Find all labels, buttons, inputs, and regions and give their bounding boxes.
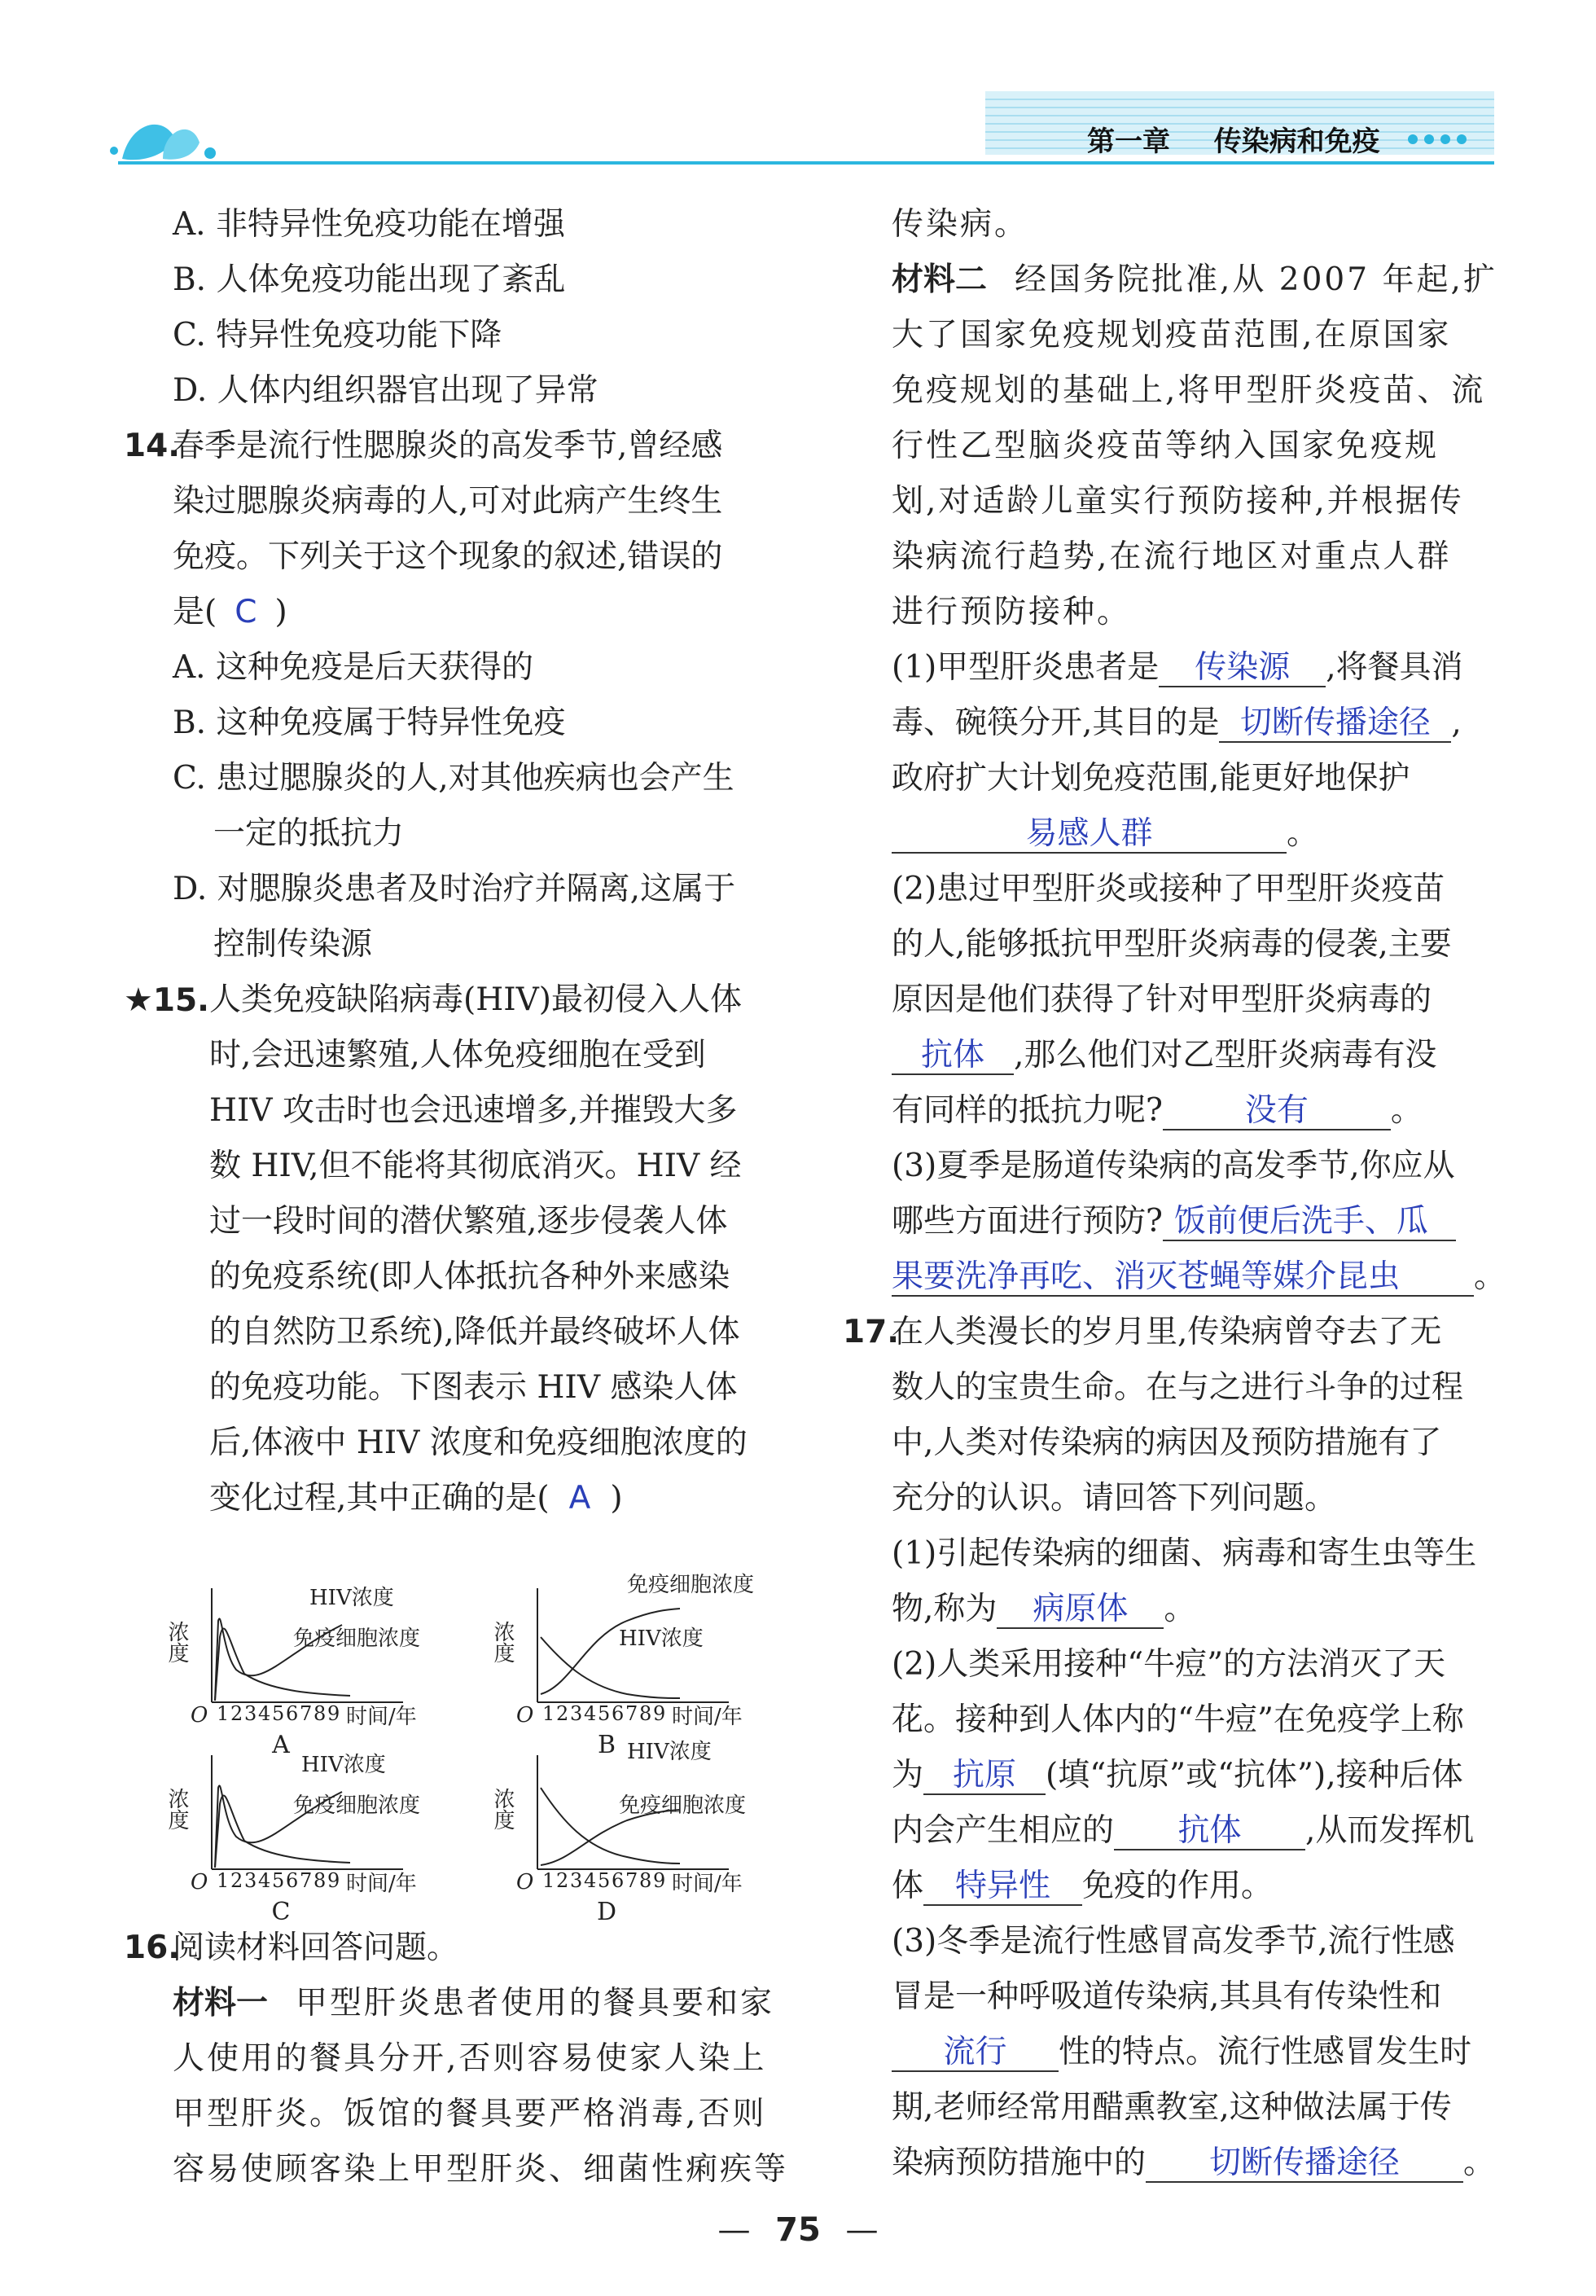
q14-stem-line: 染过腮腺炎病毒的人,可对此病产生终生: [173, 483, 723, 520]
q14-bracket-close: ): [274, 594, 287, 630]
chart-tick-label: 1: [217, 1702, 230, 1725]
material1-end: 传染病。: [892, 206, 1029, 243]
q15-stem-end: [209, 1479, 623, 1518]
chart-xlabel: 时间/年: [346, 1872, 417, 1896]
chart-tick-label: 4: [584, 1702, 597, 1725]
q17-2-text: 花。接种到人体内的“牛痘”在免疫学上称: [892, 1701, 1464, 1738]
chart-tick-label: 1: [542, 1702, 555, 1725]
q17-3-text: 。: [1463, 2145, 1496, 2181]
material1-label: 材料一: [173, 1985, 269, 2022]
q14-stem-end: [173, 593, 287, 632]
q17-3-text: 染病预防措施中的: [892, 2145, 1147, 2181]
q17-2-text: ,从而发挥机: [1305, 1812, 1475, 1849]
q15-stem-line: 的免疫系统(即人体抵抗各种外来感染: [209, 1258, 730, 1295]
q16-3-answer-1: 饭前便后洗手、瓜: [1173, 1203, 1428, 1240]
chart-tick-label: 1: [217, 1869, 230, 1892]
q14-option-d: D. 对腮腺炎患者及时治疗并隔离,这属于: [173, 871, 736, 907]
chart-tick-label: 4: [258, 1869, 271, 1892]
chart-ylabel: 浓度: [164, 1788, 189, 1830]
material2-text: 染病流行趋势,在流行地区对重点人群: [892, 538, 1452, 575]
q17-3-text: 冒是一种呼吸道传染病,其具有传染性和: [892, 1978, 1442, 2015]
q17-2-answer-1: 抗原: [953, 1757, 1017, 1793]
q15-stem-line: 人类免疫缺陷病毒(HIV)最初侵入人体: [209, 981, 743, 1018]
q16-2-text: (2)患过甲型肝炎或接种了甲型肝炎疫苗: [892, 871, 1445, 907]
q16-3-answer-2: 果要洗净再吃、消灭苍蝇等媒介昆虫: [892, 1258, 1401, 1295]
q16-2-text: 。: [1390, 1092, 1423, 1129]
q16-1-answer-1: 传染源: [1195, 649, 1291, 686]
q16-1-answer-3: 易感人群: [1025, 815, 1153, 852]
q15-num: 15.: [152, 982, 209, 1019]
chart-tick-label: 6: [286, 1869, 299, 1892]
chart-tick-label: 2: [230, 1869, 243, 1892]
q16-1-line: [892, 814, 1318, 854]
chart-tick-label: 8: [639, 1869, 652, 1892]
q17-stem-line: 充分的认识。请回答下列问题。: [892, 1480, 1337, 1517]
q14-bracket-open: 是(: [173, 594, 217, 630]
q16-number: 16.: [124, 1929, 181, 1966]
q17-3-blank-1[interactable]: [892, 2033, 1059, 2072]
chart-tick-label: 7: [300, 1869, 313, 1892]
chart-tick-label: 3: [244, 1702, 257, 1725]
q16-1-blank-2[interactable]: [1219, 704, 1451, 743]
q15-bracket-open: 变化过程,其中正确的是(: [209, 1480, 550, 1517]
chart-tick-label: 7: [625, 1702, 638, 1725]
q13-option-c: C. 特异性免疫功能下降: [173, 317, 502, 353]
q17-2-text: 为: [892, 1757, 924, 1793]
material2-text: 经国务院批准,从 2007 年起,扩: [1015, 261, 1497, 298]
q17-stem-line: 数人的宝贵生命。在与之进行斗争的过程: [892, 1369, 1464, 1406]
chart-series-line: [541, 1609, 680, 1694]
chart-legend-label: HIV浓度: [627, 1740, 712, 1764]
chart-panel-label: B: [597, 1731, 616, 1759]
q16-2-answer-1: 抗体: [920, 1037, 984, 1073]
q16-1-line: [892, 704, 1462, 743]
chart-tick-label: 7: [625, 1869, 638, 1892]
q16-3-line: [892, 1258, 1506, 1297]
chart-legend-label: 免疫细胞浓度: [627, 1573, 755, 1597]
chart-tick-label: 5: [272, 1869, 285, 1892]
q16-2-text: ,那么他们对乙型肝炎病毒有没: [1014, 1037, 1437, 1073]
q17-3-text: 性的特点。流行性感冒发生时: [1059, 2034, 1472, 2070]
footer-dash: —: [845, 2211, 879, 2249]
chart-tick-label: 9: [653, 1869, 666, 1892]
q15-answer: A: [568, 1480, 591, 1517]
header-bar: [0, 0, 1596, 175]
q16-1-line: [892, 648, 1463, 687]
q17-2-text: 免疫的作用。: [1082, 1868, 1274, 1904]
q17-2-answer-3: 特异性: [955, 1868, 1051, 1904]
q17-3-answer-1: 流行: [943, 2034, 1007, 2070]
chart-tick-label: 2: [556, 1869, 569, 1892]
chart-xlabel: 时间/年: [672, 1872, 743, 1896]
q15-stem-line: 过一段时间的潜伏繁殖,逐步侵袭人体: [209, 1203, 728, 1240]
chart-xlabel: 时间/年: [346, 1705, 417, 1729]
material1-text: 人使用的餐具分开,否则容易使家人染上: [173, 2040, 767, 2077]
q16-2-text: 的人,能够抵抗甲型肝炎病毒的侵袭,主要: [892, 926, 1452, 963]
chart-tick-label: 8: [314, 1869, 327, 1892]
q16-2-blank-1[interactable]: [892, 1036, 1014, 1075]
q17-2-line: [892, 1811, 1474, 1850]
q17-2-blank-1[interactable]: [923, 1756, 1046, 1795]
footer-dash: —: [717, 2211, 751, 2249]
q16-2-line: [892, 1036, 1436, 1075]
material2-text: 进行预防接种。: [892, 594, 1132, 630]
q13-option-a: A. 非特异性免疫功能在增强: [173, 206, 565, 243]
chart-tick-label: 1: [542, 1869, 555, 1892]
chart-tick-label: 4: [584, 1869, 597, 1892]
chart-panel-label: A: [272, 1731, 290, 1759]
q16-1-text: 政府扩大计划免疫范围,能更好地保护: [892, 760, 1410, 797]
chart-ylabel: 浓度: [164, 1621, 189, 1663]
q17-3-text: 期,老师经常用醋熏教室,这种做法属于传: [892, 2089, 1452, 2126]
chart-tick-label: 3: [570, 1702, 583, 1725]
chart-tick-label: 9: [653, 1702, 666, 1725]
star-icon: ★: [124, 981, 153, 1019]
q16-1-text: 。: [1287, 815, 1319, 852]
q16-3-text: 。: [1474, 1258, 1506, 1295]
chart-tick-label: 3: [244, 1869, 257, 1892]
q14-stem-line: 春季是流行性腮腺炎的高发季节,曾经感: [173, 428, 723, 464]
chart-tick-label: 5: [598, 1869, 611, 1892]
hiv-charts: [151, 1564, 802, 1926]
hiv-charts-svg: [151, 1564, 802, 1926]
q16-2-text: 有同样的抵抗力呢?: [892, 1092, 1163, 1129]
material1-text: 甲型肝炎患者使用的餐具要和家: [296, 1985, 775, 2022]
chart-tick-label: 3: [570, 1869, 583, 1892]
q15-stem-line: 后,体液中 HIV 浓度和免疫细胞浓度的: [209, 1425, 748, 1461]
material2-label: 材料二: [892, 261, 988, 298]
chart-legend-label: 免疫细胞浓度: [293, 1627, 421, 1651]
q17-2-blank-2[interactable]: [1114, 1811, 1305, 1850]
q17-2-text: 体: [892, 1868, 924, 1904]
chart-tick-label: 2: [556, 1702, 569, 1725]
q17-1-line: [892, 1590, 1195, 1629]
material2-text: 免疫规划的基础上,将甲型肝炎疫苗、流: [892, 372, 1486, 409]
chapter-number: 第一章: [1087, 125, 1170, 158]
q13-option-d: D. 人体内组织器官出现了异常: [173, 372, 598, 409]
chart-ylabel: 浓度: [490, 1788, 515, 1830]
chart-legend-label: HIV浓度: [619, 1627, 704, 1651]
material2-text: 大了国家免疫规划疫苗范围,在原国家: [892, 317, 1452, 353]
chart-tick-label: 7: [300, 1702, 313, 1725]
q16-3-blank-2[interactable]: [892, 1258, 1474, 1297]
q14-number: 14.: [124, 428, 181, 464]
chart-tick-label: 4: [258, 1702, 271, 1725]
q15-bracket-close: ): [610, 1480, 623, 1517]
q15-stem-line: 时,会迅速繁殖,人体免疫细胞在受到: [209, 1037, 706, 1073]
material1-text: 容易使顾客染上甲型肝炎、细菌性痢疾等: [173, 2151, 789, 2188]
q17-3-line: [892, 2144, 1495, 2183]
chart-tick-label: 2: [230, 1702, 243, 1725]
q16-2-line: [892, 1091, 1423, 1130]
q16-1-blank-3[interactable]: [892, 814, 1287, 854]
q17-stem-line: 中,人类对传染病的病因及预防措施有了: [892, 1425, 1442, 1461]
q15-number: [124, 981, 209, 1021]
q15-stem-line: 的自然防卫系统),降低并最终破坏人体: [209, 1314, 740, 1350]
q17-1-blank[interactable]: [997, 1590, 1164, 1629]
chart-tick-label: 5: [598, 1702, 611, 1725]
q17-2-text: 内会产生相应的: [892, 1812, 1115, 1849]
chart-tick-label: 9: [327, 1702, 340, 1725]
material2-text: 行性乙型脑炎疫苗等纳入国家免疫规: [892, 428, 1440, 464]
leaf-logo-icon: [110, 125, 216, 160]
q16-3-blank-1[interactable]: [1163, 1202, 1456, 1241]
chart-legend-label: 免疫细胞浓度: [619, 1793, 747, 1818]
chart-tick-label: 8: [639, 1702, 652, 1725]
q17-2-line: [892, 1867, 1273, 1906]
q15-stem-line: 数 HIV,但不能将其彻底消灭。HIV 经: [209, 1148, 742, 1184]
q14-option-c-cont: 一定的抵抗力: [213, 815, 405, 852]
chart-panel-label: D: [596, 1898, 617, 1926]
chart-tick-label: 5: [272, 1702, 285, 1725]
q17-2-blank-3[interactable]: [923, 1867, 1082, 1906]
chart-origin: O: [191, 1870, 208, 1894]
q16-3-line: [892, 1202, 1456, 1241]
q16-3-text: 哪些方面进行预防?: [892, 1203, 1163, 1240]
q16-1-text: ,将餐具消: [1326, 649, 1463, 686]
chart-origin: O: [516, 1703, 534, 1727]
chart-tick-label: 8: [314, 1702, 327, 1725]
chapter-name: 传染病和免疫: [1213, 125, 1380, 158]
q17-1-answer: 病原体: [1033, 1591, 1129, 1627]
chart-tick-label: 6: [612, 1702, 625, 1725]
q17-2-answer-2: 抗体: [1177, 1812, 1242, 1849]
material1-text: 甲型肝炎。饭馆的餐具要严格消毒,否则: [173, 2096, 767, 2132]
q16-1-text: 毒、碗筷分开,其目的是: [892, 705, 1220, 741]
q17-1-text: 。: [1164, 1591, 1196, 1627]
q17-3-answer-2: 切断传播途径: [1209, 2145, 1401, 2181]
q17-stem-line: 在人类漫长的岁月里,传染病曾夺去了无: [892, 1314, 1442, 1350]
q14-stem-line: 免疫。下列关于这个现象的叙述,错误的: [173, 538, 723, 575]
q16-1-text: ,: [1451, 705, 1462, 741]
q14-option-c: C. 患过腮腺炎的人,对其他疾病也会产生: [173, 760, 734, 797]
q14-answer: C: [235, 594, 257, 630]
q17-1-text: (1)引起传染病的细菌、病毒和寄生虫等生: [892, 1535, 1477, 1572]
q17-3-text: (3)冬季是流行性感冒高发季节,流行性感: [892, 1923, 1455, 1960]
q14-option-b: B. 这种免疫属于特异性免疫: [173, 705, 566, 741]
q14-option-a: A. 这种免疫是后天获得的: [173, 649, 533, 686]
q14-option-d-cont: 控制传染源: [213, 926, 373, 963]
chart-xlabel: 时间/年: [672, 1705, 743, 1729]
q15-stem-line: HIV 攻击时也会迅速增多,并摧毁大多: [209, 1092, 738, 1129]
q16-1-text: (1)甲型肝炎患者是: [892, 649, 1160, 686]
q16-2-text: 原因是他们获得了针对甲型肝炎病毒的: [892, 981, 1432, 1018]
chart-tick-label: 6: [612, 1869, 625, 1892]
q17-2-line: [892, 1756, 1463, 1795]
q16-title: 阅读材料回答问题。: [173, 1929, 459, 1966]
chart-series-line: [541, 1810, 680, 1865]
q17-3-line: [892, 2033, 1471, 2072]
q16-2-answer-2: 没有: [1244, 1092, 1309, 1129]
chapter-title: [1087, 119, 1380, 159]
q17-2-text: (2)人类采用接种“牛痘”的方法消灭了天: [892, 1646, 1446, 1683]
chart-panel-label: C: [271, 1898, 291, 1926]
q17-3-blank-2[interactable]: [1146, 2144, 1463, 2183]
chart-origin: O: [516, 1870, 534, 1894]
chart-legend-label: HIV浓度: [301, 1753, 386, 1777]
page-footer: [717, 2211, 879, 2249]
chart-origin: O: [191, 1703, 208, 1727]
q13-option-b: B. 人体免疫功能出现了紊乱: [173, 261, 566, 298]
q17-2-text: (填“抗原”或“抗体”),接种后体: [1046, 1757, 1463, 1793]
q15-stem-line: 的免疫功能。下图表示 HIV 感染人体: [209, 1369, 738, 1406]
chart-tick-label: 6: [286, 1702, 299, 1725]
q17-number: 17.: [843, 1314, 900, 1350]
q16-2-blank-2[interactable]: [1163, 1091, 1391, 1130]
q16-material1-line: [173, 1984, 774, 2023]
q16-3-text: (3)夏季是肠道传染病的高发季节,你应从: [892, 1148, 1455, 1184]
q16-1-answer-2: 切断传播途径: [1239, 705, 1431, 741]
material2-text: 划,对适龄儿童实行预防接种,并根据传: [892, 483, 1464, 520]
q16-material2-line: [892, 261, 1497, 300]
chart-tick-label: 9: [327, 1869, 340, 1892]
page-number: 75: [775, 2211, 821, 2249]
chart-ylabel: 浓度: [490, 1621, 515, 1663]
chart-legend-label: HIV浓度: [309, 1586, 394, 1610]
q17-1-text: 物,称为: [892, 1591, 998, 1627]
q16-1-blank-1[interactable]: [1159, 648, 1326, 687]
chart-legend-label: 免疫细胞浓度: [293, 1793, 421, 1818]
